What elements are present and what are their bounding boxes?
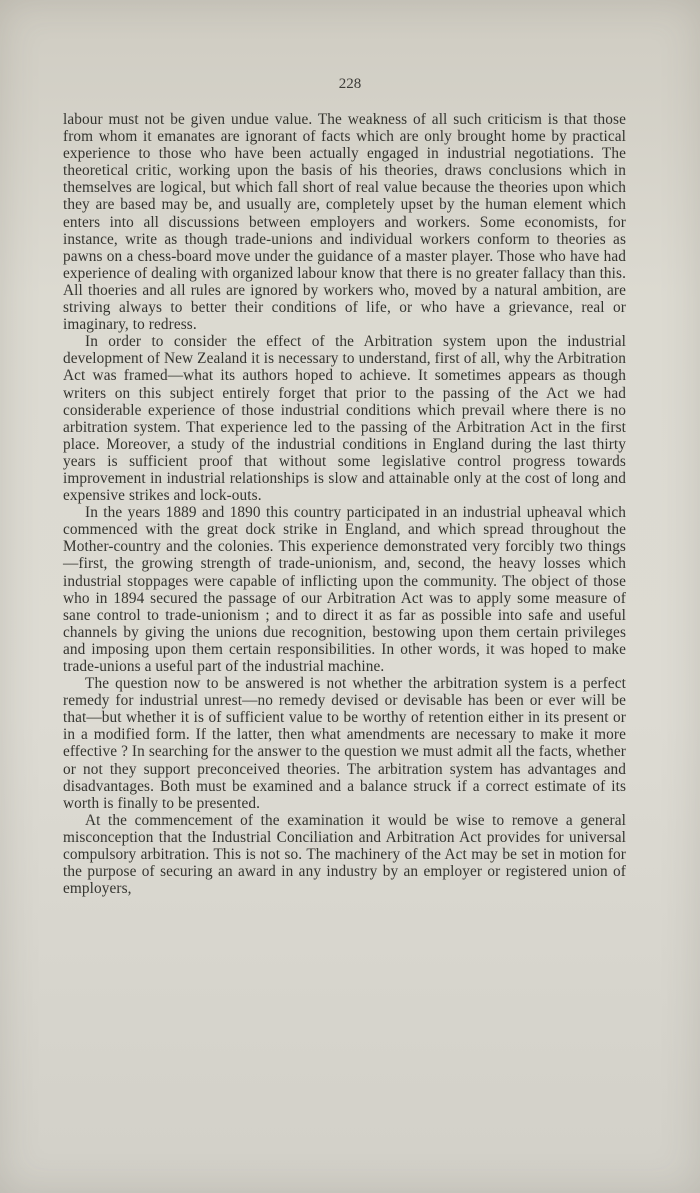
paragraph-4: The question now to be answered is not whether the arbitration system is a perfect remedy for industrial unrest—no remedy devised or devisable has been or ever will be that—but whether it is of sufficient value to be worthy of retention either in its present or in a modified form. If the latter, then what amendments are necessary to make it more effective ? In searching for the answer to the question we must admit all the facts, whether or not they support preconceived theories. The arbitration system has advantages and disadvantages. Both must be examined and a balance struck if a correct estimate of its worth is finally to be presented. bbox=[63, 675, 626, 812]
paragraph-1: labour must not be given undue value. The weakness of all such criticism is that those from whom it emanates are ignorant of facts which are only brought home by practical experience to those who have been actually engaged in industrial negotiations. The theoretical critic, working upon the basis of his theories, draws conclusions which in themselves are logical, but which fall short of real value because the theories upon which they are based may be, and usually are, completely upset by the human element which enters into all discussions between employers and workers. Some economists, for instance, write as though trade-unions and individual workers conform to theories as pawns on a chess-board move under the guidance of a master player. Those who have had experience of dealing with organized labour know that there is no greater fallacy than this. All thoeries and all rules are ignored by workers who, moved by a natural ambition, are striving always to better their conditions of life, or who have a grievance, real or imaginary, to redress. bbox=[63, 111, 626, 334]
page-number: 228 bbox=[338, 76, 362, 92]
paragraph-2: In order to consider the effect of the Arbitration system upon the industrial development of New Zealand it is necessary to understand, first of all, why the Arbitration Act was framed—what its authors hoped to achieve. It sometimes appears as though writers on this subject entirely forget that prior to the passing of the Act we had considerable experience of those industrial conditions which prevail where there is no arbitration system. That experience led to the passing of the Arbitration Act in the first place. Moreover, a study of the industrial conditions in England during the last thirty years is sufficient proof that without some legislative control progress towards improvement in industrial relationships is slow and attainable only at the cost of long and expensive strikes and lock-outs. bbox=[63, 333, 626, 505]
paragraph-3: In the years 1889 and 1890 this country participated in an industrial upheaval which commenced with the great dock strike in England, and which spread throughout the Mother-country and the colonies. This experience demonstrated very forcibly two things—first, the growing strength of trade-unionism, and, second, the heavy losses which industrial stoppages were capable of inflicting upon the community. The object of those who in 1894 secured the passage of our Arbitration Act was to apply some measure of sane control to trade-unionism ; and to direct it as far as possible into safe and useful channels by giving the unions due recognition, bestowing upon them certain privileges and imposing upon them certain responsibilities. In other words, it was hoped to make trade-unions a useful part of the industrial machine. bbox=[63, 504, 626, 675]
body-text bbox=[63, 111, 626, 897]
paragraph-5: At the commencement of the examination it would be wise to remove a general misconception that the Industrial Conciliation and Arbitration Act provides for universal compulsory arbitration. This is not so. The machinery of the Act may be set in motion for the purpose of securing an award in any industry by an employer or registered union of employers, bbox=[63, 811, 626, 898]
